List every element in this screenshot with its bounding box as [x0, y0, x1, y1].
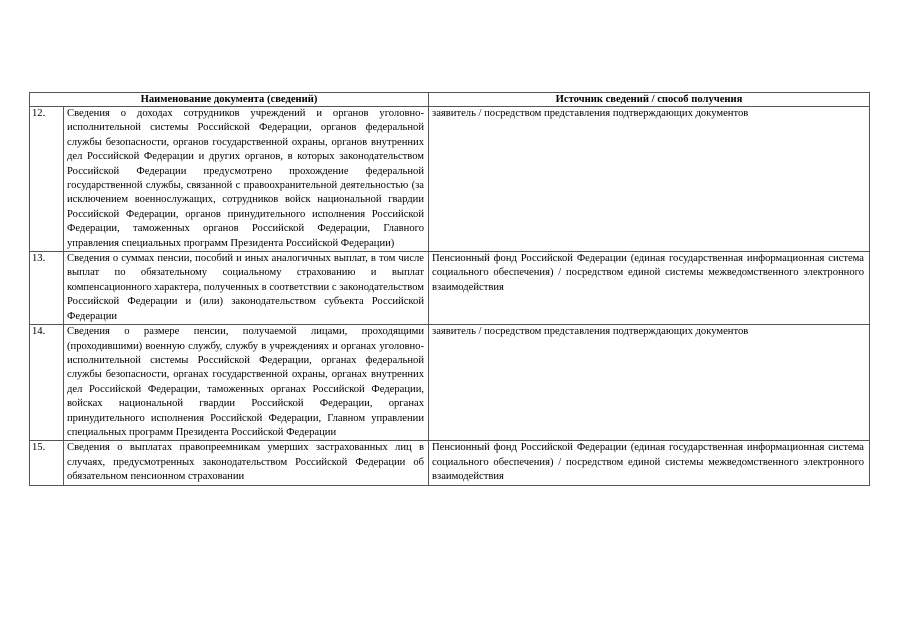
documents-table	[29, 92, 870, 486]
header-source: Источник сведений / способ получения	[429, 93, 870, 107]
document-name-cell: Сведения о выплатах правопреемникам умерших застрахованных лиц в случаях, предусмотренных законодательством Российской Федерации об обязательном пенсионном страховании	[64, 441, 429, 485]
row-number: 15.	[30, 441, 64, 485]
row-number: 12.	[30, 107, 64, 252]
row-number: 14.	[30, 325, 64, 441]
document-name-cell: Сведения о доходах сотрудников учреждений и органов уголовно-исполнительной системы Российской Федерации, органов федеральной службы безопасности, органов государственной охраны, органов внутренних дел Российской Федерации и других органов, в которых законодательством Российской Федерации предусмотрено прохождение федеральной государственной службы, связанной с правоохранительной деятельностью (за исключением военнослужащих, сотрудников войск национальной гвардии Российской Федерации, органов принудительного исполнения Российской Федерации, таможенных органов Российской Федерации, Главного управления специальных программ Президента Российской Федерации)	[64, 107, 429, 252]
table-header-row	[30, 93, 870, 107]
table-row	[30, 325, 870, 441]
table-row	[30, 441, 870, 485]
source-cell: Пенсионный фонд Российской Федерации (единая государственная информационная система социального обеспечения) / посредством единой системы межведомственного электронного взаимодействия	[429, 441, 870, 485]
row-number: 13.	[30, 252, 64, 325]
table-row	[30, 252, 870, 325]
source-cell: заявитель / посредством представления подтверждающих документов	[429, 325, 870, 441]
source-cell: Пенсионный фонд Российской Федерации (единая государственная информационная система социального обеспечения) / посредством единой системы межведомственного электронного взаимодействия	[429, 252, 870, 325]
header-document-name: Наименование документа (сведений)	[30, 93, 429, 107]
source-cell: заявитель / посредством представления подтверждающих документов	[429, 107, 870, 252]
document-name-cell: Сведения о размере пенсии, получаемой лицами, проходящими (проходившими) военную службу, службу в учреждениях и органах уголовно-исполнительной системы Российской Федерации, органах федеральной службы безопасности, органах государственной охраны, органах внутренних дел Российской Федерации, таможенных органах Российской Федерации, войсках национальной гвардии Российской Федерации, органах принудительного исполнения Российской Федерации, Главном управлении специальных программ Президента Российской Федерации	[64, 325, 429, 441]
table-row	[30, 107, 870, 252]
document-name-cell: Сведения о суммах пенсии, пособий и иных аналогичных выплат, в том числе выплат по обязательному социальному страхованию и выплат компенсационного характера, полученных в соответствии с законодательством Российской Федерации и (или) законодательством субъекта Российской Федерации	[64, 252, 429, 325]
